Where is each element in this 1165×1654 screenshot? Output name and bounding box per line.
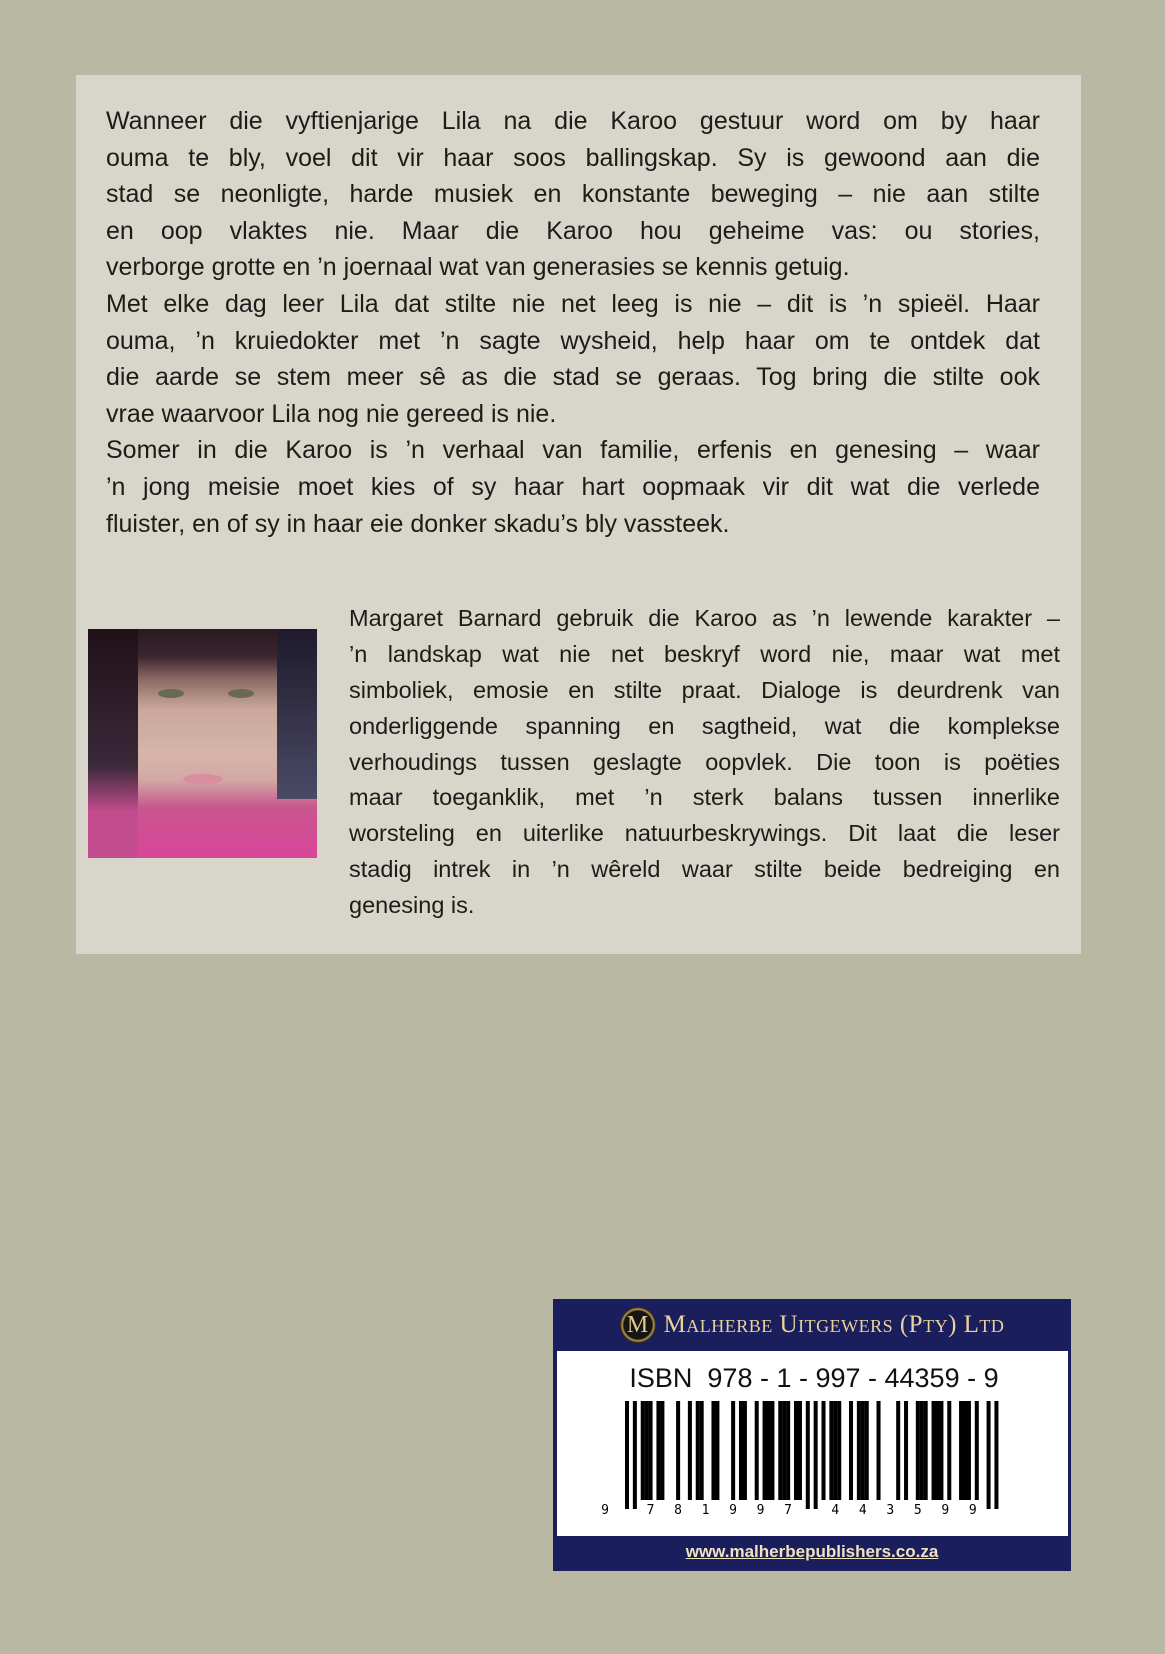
barcode-bar (959, 1401, 963, 1500)
barcode-bar (754, 1401, 758, 1500)
barcode-bar (849, 1401, 853, 1500)
barcode-digit: 3 (885, 1503, 894, 1518)
barcode-digit: 9 (968, 1503, 977, 1518)
barcode-area (557, 1351, 1068, 1536)
barcode-bar (786, 1401, 790, 1500)
barcode-bar (931, 1401, 935, 1500)
barcode-bar (919, 1401, 923, 1500)
barcode-bar (915, 1401, 919, 1500)
barcode-digit: 4 (830, 1503, 839, 1518)
barcode-bar (994, 1401, 998, 1509)
barcode-bar (813, 1401, 817, 1509)
barcode-bar (648, 1401, 652, 1500)
publisher-website-link[interactable]: www.malherbepublishers.co.za (685, 1542, 939, 1561)
blurb-text (106, 103, 1040, 542)
text-line: ’n landskap wat nie net beskryf word nie, maar wat met (349, 640, 1060, 667)
barcode-bar (660, 1401, 664, 1500)
barcode-bar (923, 1401, 927, 1500)
barcode (597, 1401, 1037, 1531)
barcode-bar (715, 1401, 719, 1500)
text-line: worsteling en uiterlike natuurbeskrywings. Dit laat die leser (349, 820, 1060, 847)
text-line: stad se neonligte, harde musiek en konstante beweging – nie aan stilte (106, 180, 1040, 209)
barcode-bar (966, 1401, 970, 1500)
barcode-digit: 8 (673, 1503, 682, 1518)
barcode-bar (656, 1401, 660, 1500)
barcode-bar (860, 1401, 864, 1500)
text-line: Margaret Barnard gebruik die Karoo as ’n lewende karakter – (349, 605, 1060, 631)
barcode-bar (876, 1401, 880, 1500)
text-line: fluister, en of sy in haar eie donker skadu’s bly vassteek. (106, 509, 730, 538)
text-line: Somer in die Karoo is ’n verhaal van familie, erfenis en genesing – waar (106, 436, 1040, 465)
barcode-digit: 7 (646, 1503, 654, 1518)
barcode-bar (939, 1401, 943, 1500)
barcode-bar (856, 1401, 860, 1500)
barcode-digit: 9 (756, 1503, 764, 1518)
publisher-header (553, 1307, 1071, 1343)
publisher-name: Malherbe Uitgewers (Pty) Ltd (663, 1311, 1005, 1338)
barcode-bar (711, 1401, 715, 1500)
barcode-bar (762, 1401, 766, 1500)
barcode-digit: 9 (940, 1503, 949, 1518)
text-line: ouma te bly, voel dit vir haar soos ballingskap. Sy is gewoond aan die (106, 143, 1040, 172)
barcode-bar (833, 1401, 837, 1500)
barcode-bar (935, 1401, 939, 1500)
barcode-bar (986, 1401, 990, 1509)
barcode-bar (896, 1401, 900, 1500)
barcode-digit: 7 (783, 1503, 792, 1518)
isbn-number: ISBN 978 - 1 - 997 - 44359 - 9 (629, 1363, 999, 1393)
barcode-bar (778, 1401, 782, 1500)
barcode-bar (947, 1401, 951, 1500)
barcode-bar (797, 1401, 801, 1500)
publisher-logo-icon: M (620, 1307, 656, 1343)
barcode-digit: 5 (913, 1503, 922, 1518)
barcode-bar (687, 1401, 691, 1500)
barcode-bar (625, 1401, 629, 1509)
barcode-bar (766, 1401, 770, 1500)
barcode-bar (699, 1401, 703, 1500)
barcode-bar (782, 1401, 786, 1500)
barcode-bar (632, 1401, 636, 1509)
text-line: vrae waarvoor Lila nog nie gereed is nie. (106, 399, 557, 428)
barcode-bar (821, 1401, 825, 1500)
barcode-bar (640, 1401, 644, 1500)
barcode-bar (805, 1401, 809, 1509)
barcode-bar (644, 1401, 648, 1500)
text-line: verborge grotte en ’n joernaal wat van generasies se kennis getuig. (106, 253, 850, 282)
text-line: ’n jong meisie moet kies of sy haar hart oopmaak vir dit wat die verlede (106, 472, 1040, 501)
barcode-bar (962, 1401, 966, 1500)
text-line: Wanneer die vyftienjarige Lila na die Karoo gestuur word om by haar (106, 107, 1040, 135)
barcode-digit: 9 (600, 1503, 609, 1518)
text-line: onderliggende spanning en sagtheid, wat die komplekse (349, 712, 1060, 739)
barcode-bar (829, 1401, 833, 1500)
barcode-digit: 1 (701, 1503, 709, 1518)
text-line: genesing is. (349, 892, 475, 919)
text-line: Met elke dag leer Lila dat stilte nie net leeg is nie – dit is ’n spieël. Haar (106, 289, 1040, 318)
author-photo (88, 629, 317, 858)
barcode-digit: 4 (858, 1503, 867, 1518)
text-line: en oop vlaktes nie. Maar die Karoo hou geheime vas: ou stories, (106, 216, 1040, 245)
text-line: verhoudings tussen geslagte oopvlek. Die toon is poëties (349, 748, 1060, 775)
barcode-bar (742, 1401, 746, 1500)
barcode-bar (738, 1401, 742, 1500)
barcode-bar (770, 1401, 774, 1500)
barcode-bar (974, 1401, 978, 1500)
text-line: maar toeganklik, met ’n sterk balans tussen innerlike (349, 784, 1060, 811)
text-line: die aarde se stem meer sê as die stad se geraas. Tog bring die stilte ook (106, 363, 1040, 392)
barcode-bar (695, 1401, 699, 1500)
barcode-bar (731, 1401, 735, 1500)
barcode-digit: 9 (728, 1503, 737, 1518)
barcode-bar (864, 1401, 868, 1500)
isbn-barcode-box (553, 1299, 1071, 1571)
text-line: ouma, ’n kruiedokter met ’n sagte wysheid, help haar om te ontdek dat (106, 326, 1040, 355)
barcode-bar (793, 1401, 797, 1500)
author-bio (349, 601, 1060, 924)
barcode-bar (904, 1401, 908, 1500)
text-line: simboliek, emosie en stilte praat. Dialoge is deurdrenk van (349, 676, 1060, 703)
barcode-bar (676, 1401, 680, 1500)
barcode-bar (837, 1401, 841, 1500)
text-line: stadig intrek in ’n wêreld waar stilte beide bedreiging en (349, 856, 1060, 883)
